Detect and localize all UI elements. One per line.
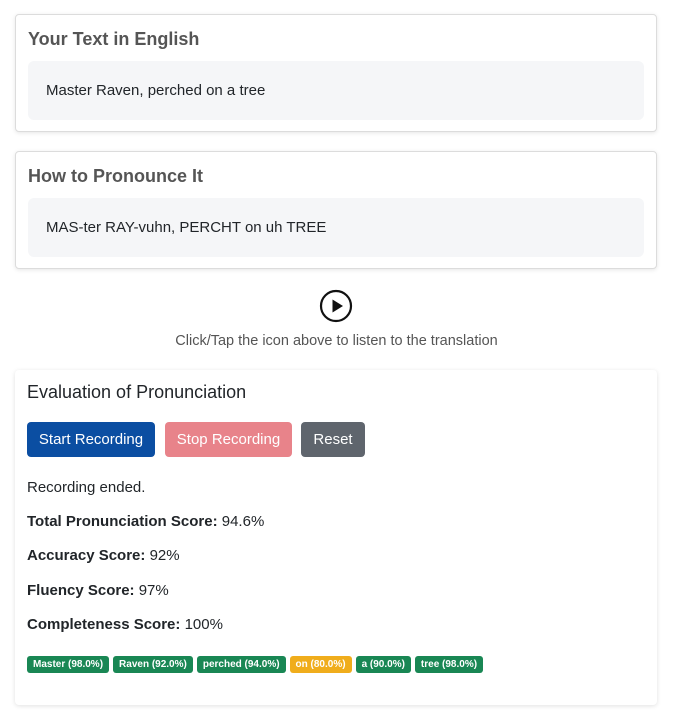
word-scores [27,656,483,673]
accuracy-score-label: Accuracy Score: [27,547,146,564]
reset-button[interactable]: Reset [301,422,365,457]
total-score-label: Total Pronunciation Score: [27,513,218,530]
pronunciation-card [15,151,657,269]
play-hint-text: Click/Tap the icon above to listen to the translation [175,333,498,349]
english-text-title: Your Text in English [28,29,200,49]
word-badge: on (80.0%) [290,656,352,673]
word-badge: Raven (92.0%) [113,656,193,673]
english-text-card [15,14,657,132]
word-badge: tree (98.0%) [415,656,483,673]
pronunciation-title: How to Pronounce It [28,166,203,186]
stop-recording-button[interactable]: Stop Recording [165,422,292,457]
english-text-box: Master Raven, perched on a tree [28,61,644,120]
completeness-score-label: Completeness Score: [27,616,181,633]
fluency-score-value: 97% [138,582,169,599]
accuracy-score-value: 92% [149,547,180,564]
accuracy-score [27,547,180,564]
evaluation-title: Evaluation of Pronunciation [27,382,247,402]
fluency-score-label: Fluency Score: [27,582,135,599]
evaluation-card [15,370,657,705]
fluency-score [27,582,169,599]
word-badge: a (90.0%) [356,656,411,673]
recording-status: Recording ended. [27,479,146,496]
total-score [27,513,264,530]
word-badge: Master (98.0%) [27,656,109,673]
completeness-score [27,616,223,633]
total-score-value: 94.6% [221,513,265,530]
start-recording-button[interactable]: Start Recording [27,422,155,457]
play-circle-icon[interactable] [319,289,353,323]
completeness-score-value: 100% [184,616,223,633]
pronunciation-text-box: MAS-ter RAY-vuhn, PERCHT on uh TREE [28,198,644,257]
word-badge: perched (94.0%) [197,656,286,673]
